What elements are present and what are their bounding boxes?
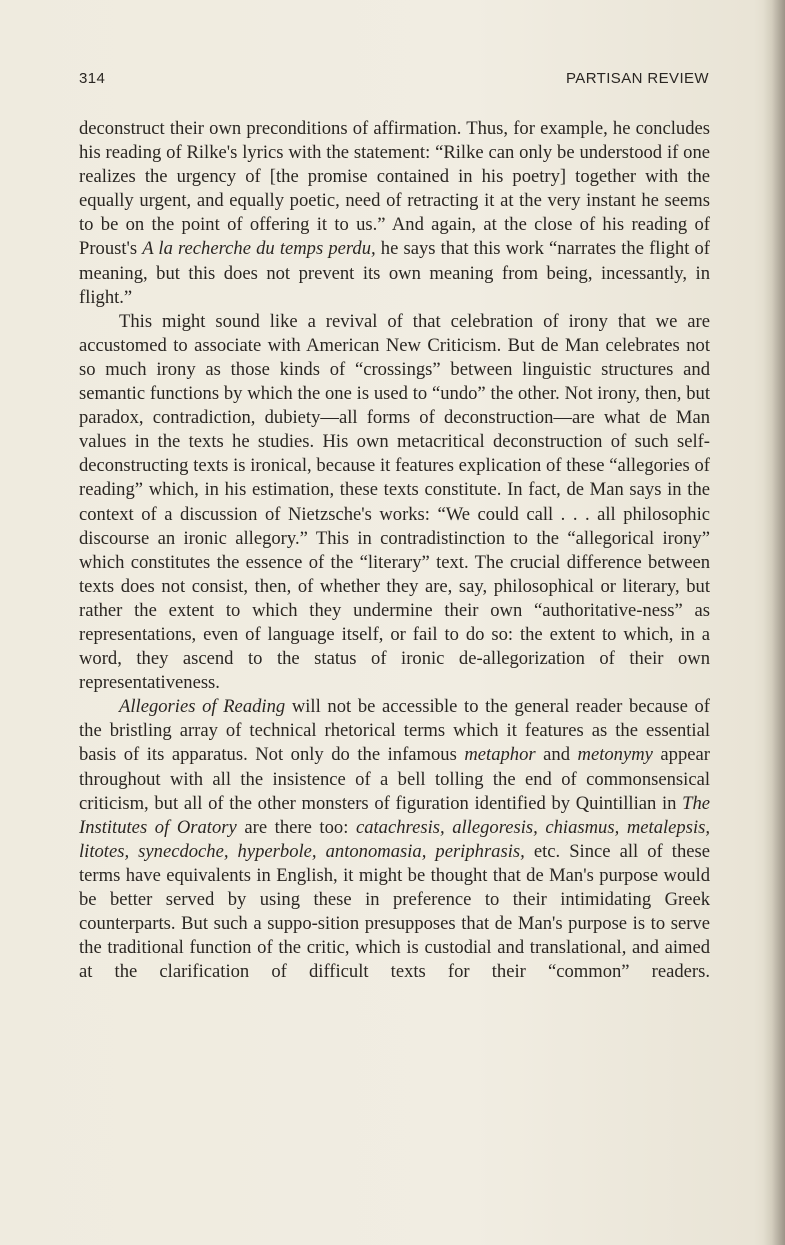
text-run: etc. Since all of these terms have equivalents in English, it might be thought that de Man's purpose would be better served by using these in preference to their intimidating Greek counterparts. But such a suppo-sition presupposes that de Man's purpose is to serve the traditional function of the critic, which is custodial and translational, and aimed at the clarification of difficult texts for their “common” readers. xyxy=(79,840,710,983)
italic-text-run: A la recherche du temps perdu, xyxy=(142,238,376,260)
text-run: are there too: xyxy=(236,816,356,838)
paragraph-3 xyxy=(79,695,710,984)
paragraph-2 xyxy=(79,310,710,696)
text-run: and xyxy=(535,744,578,766)
page-header xyxy=(79,70,709,92)
italic-text-run: metonymy xyxy=(577,744,653,766)
running-head: PARTISAN REVIEW xyxy=(566,70,709,87)
italic-text-run: Allegories of Reading xyxy=(119,696,286,718)
paragraph-1 xyxy=(79,117,710,310)
text-run: This might sound like a revival of that celebration of irony that we are accustomed to associate with American New Criticism. But de Man celebrates not so much irony as those kinds of “crossings” between linguistic structures and semantic functions by which the one is used to “undo” the other. Not irony, then, but paradox, contradiction, dubiety—all forms of deconstruction—are what de Man values in the texts he studies. His own metacritical deconstruction of such self-deconstructing texts is ironical, because it features explication of these “allegories of reading” which, in his estimation, these texts constitute. In fact, de Man says in the context of a discussion of Nietzsche's works: “We could call . . . all philosophic discourse an ironic allegory.” This in contradistinction to the “allegorical irony” which constitutes the essence of the “literary” text. The crucial difference between texts does not consist, then, of whether they are, say, philosophical or literary, but rather the extent to which they undermine their own “authoritative-ness” as representations, even of language itself, or fail to do so: the extent to which, in a word, they ascend to the status of ironic de-allegorization of their own representativeness. xyxy=(79,310,710,694)
text-run: appear throughout with all the insistence of a bell tolling the end of commonsensical criticism, but all of the other monsters of figuration identified by Quintillian in xyxy=(79,744,710,814)
text-run: deconstruct their own preconditions of affirmation. Thus, for example, he concludes his reading of Rilke's lyrics with the statement: “Rilke can only be understood if one realizes the urgency of [the promise contained in his poetry] together with the equally urgent, and equally poetic, need of retracting it at the very instant he seems to be on the point of offering it to us.” And again, at the close of his reading of Proust's xyxy=(79,118,710,260)
italic-text-run: The Institutes of Oratory xyxy=(79,792,710,838)
italic-text-run: catachresis, allegoresis, chiasmus, metalepsis, litotes, synecdoche, hyperbole, antonomasia, periphrasis, xyxy=(79,816,710,862)
body-text xyxy=(79,117,710,984)
italic-text-run: metaphor xyxy=(464,744,536,766)
text-run: he says that this work “narrates the flight of meaning, but this does not prevent its own meaning from being, incessantly, in flight.” xyxy=(79,238,710,308)
page-gutter-shadow xyxy=(763,0,785,1245)
page-number: 314 xyxy=(79,70,106,87)
text-run: will not be accessible to the general reader because of the bristling array of technical rhetorical terms which it features as the essential basis of its apparatus. Not only do the infamous xyxy=(79,696,710,766)
